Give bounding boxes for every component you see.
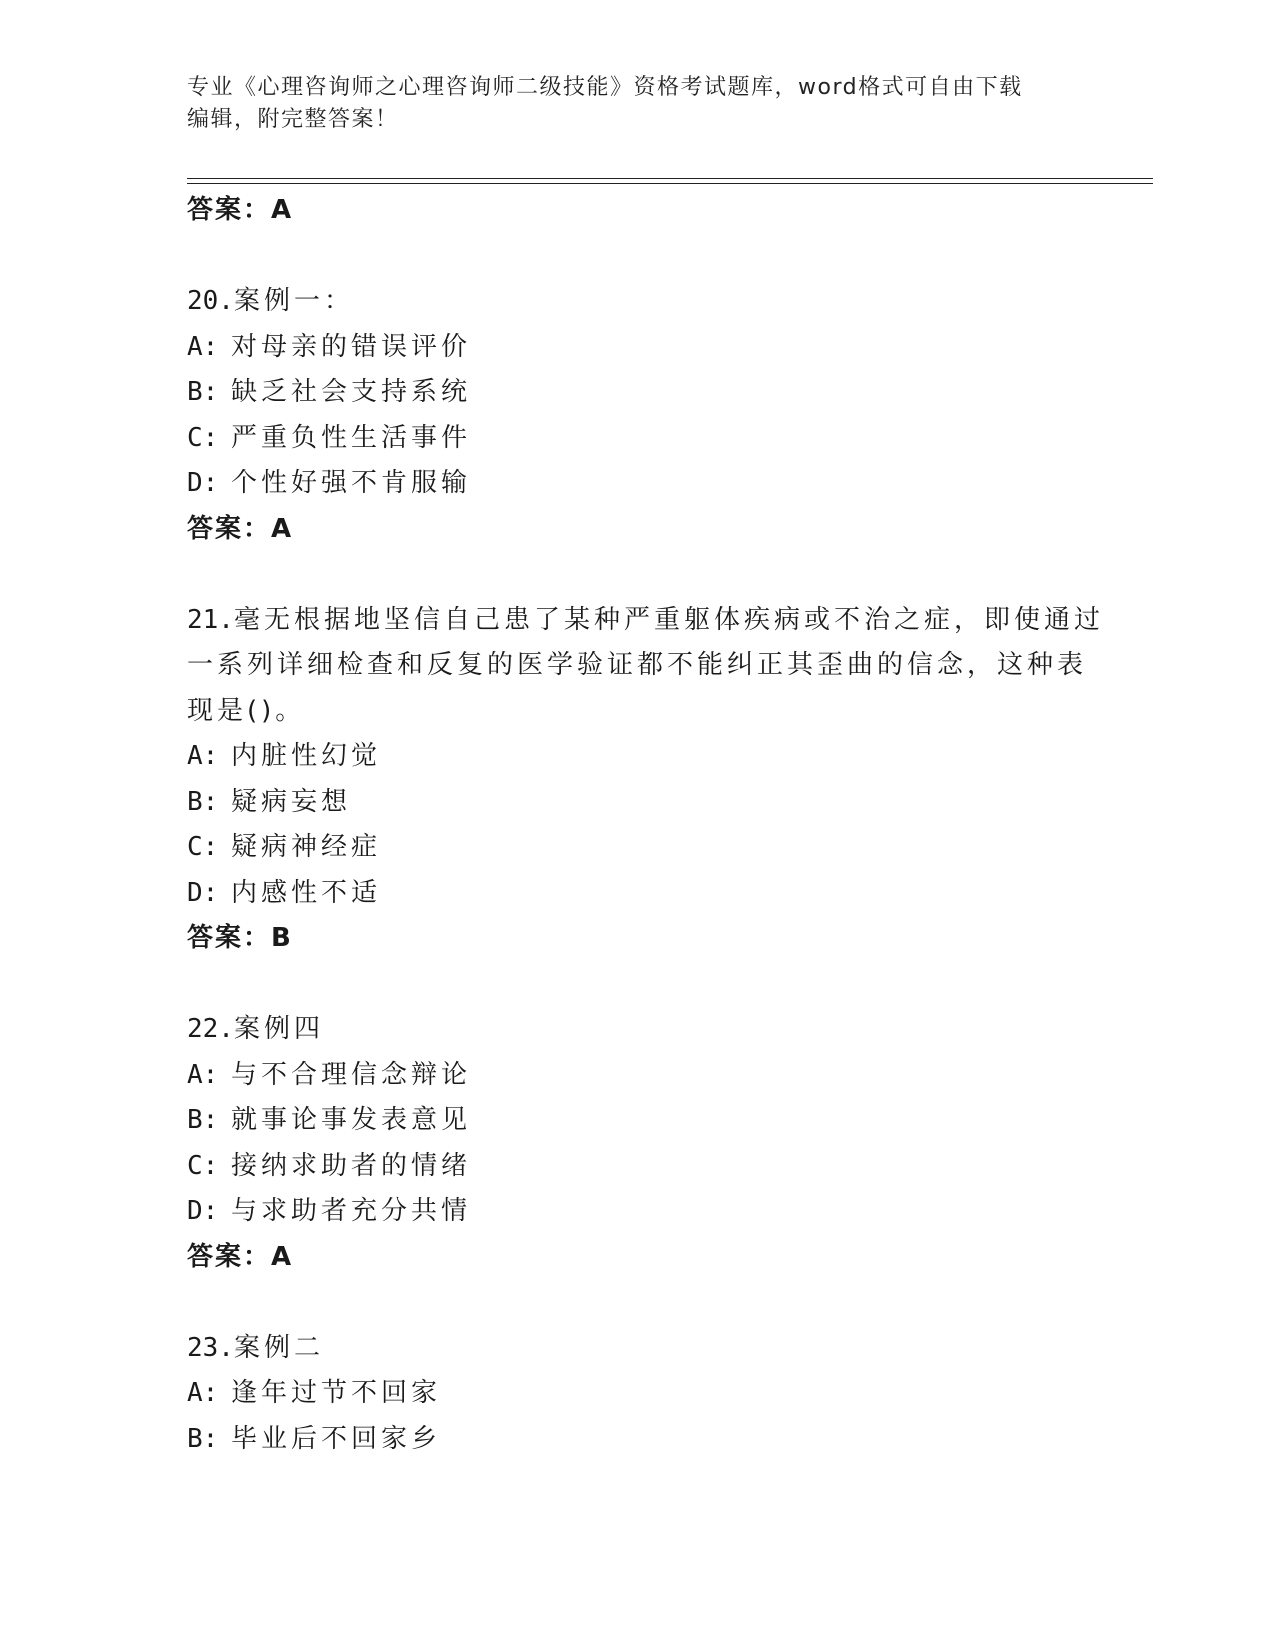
option-b (187, 370, 1107, 416)
question-stem (187, 598, 1107, 644)
option-text: 疑病神经症 (231, 832, 382, 862)
option-a (187, 325, 1107, 371)
header-divider-top (187, 178, 1153, 179)
option-b (187, 1098, 1107, 1144)
option-c (187, 1144, 1107, 1190)
question-stem-text: 案例一： (233, 286, 354, 316)
option-text: 对母亲的错误评价 (231, 331, 472, 362)
option-c (187, 416, 1107, 462)
question-number: 22. (187, 1014, 234, 1044)
option-text: 内脏性幻觉 (231, 741, 382, 771)
question-21 (187, 598, 1107, 962)
option-key: C: (187, 832, 219, 862)
option-key: B: (187, 1105, 219, 1135)
option-key: B: (187, 377, 219, 407)
option-a (187, 1371, 1107, 1417)
option-text: 与不合理信念辩论 (231, 1059, 472, 1090)
option-key: A: (187, 331, 219, 362)
option-key: A: (187, 1378, 219, 1408)
option-b (187, 780, 1107, 826)
option-a (187, 734, 1107, 780)
spacer (187, 1280, 1107, 1326)
option-key: D: (187, 1196, 219, 1226)
question-stem (187, 1326, 1107, 1372)
option-key: C: (187, 1150, 219, 1181)
option-d (187, 461, 1107, 507)
spacer (187, 962, 1107, 1008)
option-text: 内感性不适 (231, 877, 382, 908)
header-line-1: 专业《心理咨询师之心理咨询师二级技能》资格考试题库，word格式可自由下载 (187, 75, 1023, 100)
header-line-2: 编辑，附完整答案！ (187, 107, 399, 132)
spacer (187, 234, 1107, 280)
option-key: B: (187, 1423, 219, 1454)
answer-line: 答案：A (187, 195, 294, 225)
question-stem (187, 1007, 1107, 1053)
question-stem-text: 案例四 (233, 1014, 324, 1044)
option-key: C: (187, 422, 219, 453)
question-stem-continued: 现是()。 (187, 695, 306, 726)
question-list (187, 188, 1107, 1462)
option-key: B: (187, 786, 219, 817)
option-key: D: (187, 468, 219, 498)
option-text: 毕业后不回家乡 (231, 1423, 442, 1454)
answer-line: 答案：A (187, 1241, 294, 1272)
option-text: 接纳求助者的情绪 (231, 1150, 472, 1181)
option-d (187, 1189, 1107, 1235)
question-number: 21. (187, 604, 234, 635)
option-text: 个性好强不肯服输 (231, 468, 472, 498)
option-key: D: (187, 877, 219, 908)
answer-line: 答案：B (187, 923, 293, 953)
question-stem-continued: 一系列详细检查和反复的医学验证都不能纠正其歪曲的信念，这种表 (187, 650, 1088, 680)
option-text: 就事论事发表意见 (231, 1105, 472, 1135)
option-a (187, 1053, 1107, 1099)
question-number: 23. (187, 1332, 234, 1363)
question-number: 20. (187, 286, 234, 316)
option-text: 逢年过节不回家 (231, 1378, 442, 1408)
question-22 (187, 1007, 1107, 1280)
option-text: 严重负性生活事件 (231, 422, 472, 453)
spacer (187, 552, 1107, 598)
question-20 (187, 279, 1107, 552)
question-stem-text: 案例二 (233, 1332, 324, 1363)
option-key: A: (187, 1059, 219, 1090)
option-text: 与求助者充分共情 (231, 1196, 472, 1226)
question-stem-text: 毫无根据地坚信自己患了某种严重躯体疾病或不治之症，即使通过 (233, 604, 1104, 635)
question-23 (187, 1326, 1107, 1463)
header-divider-bottom (187, 183, 1153, 184)
option-c (187, 825, 1107, 871)
option-b (187, 1417, 1107, 1463)
option-d (187, 871, 1107, 917)
answer-line: 答案：A (187, 513, 294, 544)
question-stem (187, 279, 1107, 325)
option-key: A: (187, 741, 219, 771)
document-header (187, 72, 1087, 136)
option-text: 缺乏社会支持系统 (231, 377, 472, 407)
option-text: 疑病妄想 (231, 786, 352, 817)
